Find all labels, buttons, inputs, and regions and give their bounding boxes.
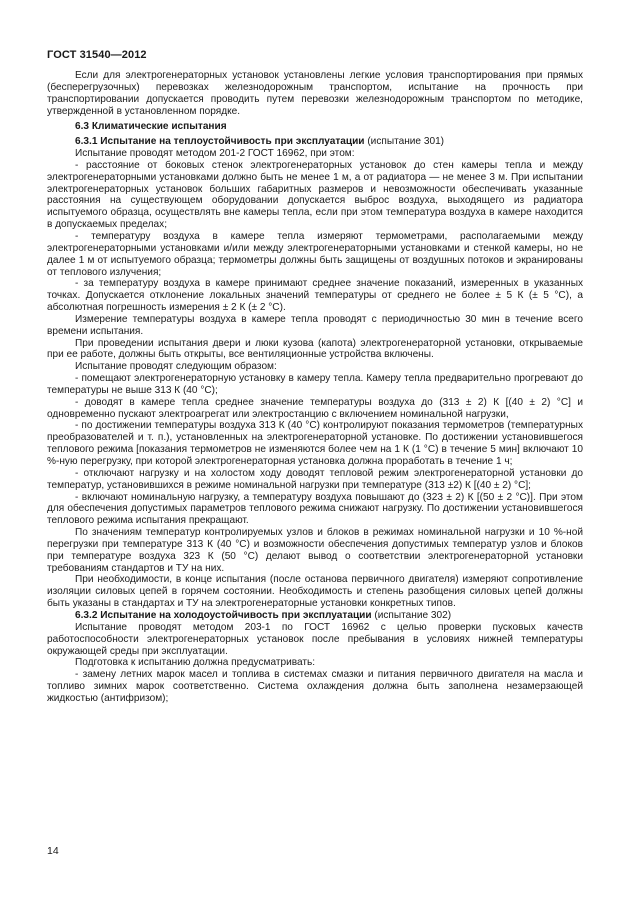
heading-suffix: (испытание 302) — [371, 609, 452, 621]
section-heading-6-3 — [47, 121, 583, 133]
paragraph: Испытание проводят методом 203-1 по ГОСТ 16962 с целью проверки пусковых качеств работоспособности электрогенераторных установок после пребывания в условиях нижней температуры окружающей среды при эксплуатации. — [47, 621, 583, 657]
document-header: ГОСТ 31540—2012 — [47, 49, 147, 61]
paragraph: Испытание проводят методом 201-2 ГОСТ 16962, при этом: — [75, 148, 355, 160]
paragraph: При проведении испытания двери и люки кузова (капота) электрогенераторной установки, открываемые при ее работе, должны быть открыты, все вентиляционные устройства включены. — [47, 337, 583, 361]
heading-text: 6.3.1 Испытание на теплоустойчивость при эксплуатации — [75, 136, 365, 148]
paragraph: - расстояние от боковых стенок электрогенераторных установок до стен камеры тепла и между электрогенераторными установками должно быть не менее 1 м, а от радиатора — не менее 3 м. При испытании электрогенераторных установок больших габаритных размеров и невозможности обеспечивать указанные расстояния на существующем оборудовании допускается выброс воздуха, выходящего из радиатора испытуемого образца, осуществлять вне камеры тепла, если при этом температура воздуха в камере находится в допускаемых пределах; — [47, 159, 583, 231]
paragraph: - отключают нагрузку и на холостом ходу доводят тепловой режим электрогенераторной установки до температур, установившихся в режиме номинальной нагрузки при температуре (313 ±2) К [(40 ± 2) °С]; — [47, 467, 583, 491]
paragraph: - за температуру воздуха в камере принимают среднее значение показаний, измеренных в указанных точках. Допускается отклонение локальных значений температуры от среднего не более ± 5 К (± 5 °С), а абсолютная погрешность измерения ± 2 К (± 2 °С). — [47, 278, 583, 314]
paragraph: - доводят в камере тепла среднее значение температуры воздуха до (313 ± 2) К [(40 ± 2) °С] и одновременно пускают электроагрегат или электростанцию с включением номинальной нагрузки, — [47, 396, 583, 420]
paragraph: - включают номинальную нагрузку, а температуру воздуха повышают до (323 ± 2) К [(50 ± 2 °С)]. При этом для обеспечения допустимых параметров теплового режима снижают нагрузку. По достижении установившегося теплового режима испытания прекращают. — [47, 491, 583, 527]
paragraph: - замену летних марок масел и топлива в системах смазки и питания первичного двигателя на масла и топливо зимних марок соответственно. Система охлаждения должна быть заполнена незамерзающей жидкостью (антифризом); — [47, 669, 583, 704]
document-body — [47, 70, 583, 705]
section-heading-6-3-1 — [47, 136, 583, 148]
heading-text: 6.3.2 Испытание на холодоустойчивость при эксплуатации — [75, 609, 372, 621]
paragraph: - помещают электрогенераторную установку в камеру тепла. Камеру тепла предварительно прогревают до температуры не выше 313 К (40 °С); — [47, 373, 583, 396]
page-number: 14 — [47, 845, 59, 857]
paragraph: По значениям температур контролируемых узлов и блоков в режимах номинальной нагрузки и 10 %-ной перегрузки при температуре 313 К (40 °С) и возможности обеспечения допустимых температур узлов и блоков при температуре воздуха 323 К (50 °С) делают вывод о соответствии электрогенераторной установки требованиям стандартов и ТУ на них. — [47, 527, 583, 574]
paragraph: При необходимости, в конце испытания (после останова первичного двигателя) измеряют сопротивление изоляции силовых цепей в горячем состоянии. Необходимость и степень разобщения силовых цепей должны быть указаны в стандартах и ТУ на электрогенераторные установки конкретных типов. — [47, 574, 583, 610]
heading-suffix: (испытание 301) — [364, 136, 445, 148]
paragraph: Измерение температуры воздуха в камере тепла проводят с периодичностью 30 мин в течение всего времени испытания. — [47, 313, 583, 337]
paragraph: - температуру воздуха в камере тепла измеряют термометрами, располагаемыми между электрогенераторными установками и/или между электрогенераторными установками и стенкой камеры, но не далее 1 м от испытуемого образца; термометры должны быть защищены от воздушных потоков и экранированы от теплового излучения; — [47, 230, 583, 278]
paragraph-rail-transport: Если для электрогенераторных установок установлены легкие условия транспортирования при прямых (бесперегрузочных) перевозках железнодорожным транспортом, испытание на прочность при транспортировании допускается проводить путем перевозки железнодорожным транспортом по методике, утвержденной в установленном порядке. — [47, 70, 583, 117]
paragraph: Подготовка к испытанию должна предусматривать: — [75, 657, 316, 669]
paragraph: Испытание проводят следующим образом: — [75, 361, 277, 373]
paragraph: - по достижении температуры воздуха 313 К (40 °С) контролируют показания термометров (температурных преобразователей и т. п.), установленных на электрогенераторной установке. По достижении установившегося теплового режима [показания термометров не изменяются более чем на 1 К (1 °С) в течение 5 мин] включают 10 %-ную перегрузку, при которой электрогенераторная установка должна проработать в течение 1 ч; — [47, 420, 583, 467]
heading-text: 6.3 Климатические испытания — [75, 121, 227, 133]
section-heading-6-3-2 — [47, 610, 583, 622]
